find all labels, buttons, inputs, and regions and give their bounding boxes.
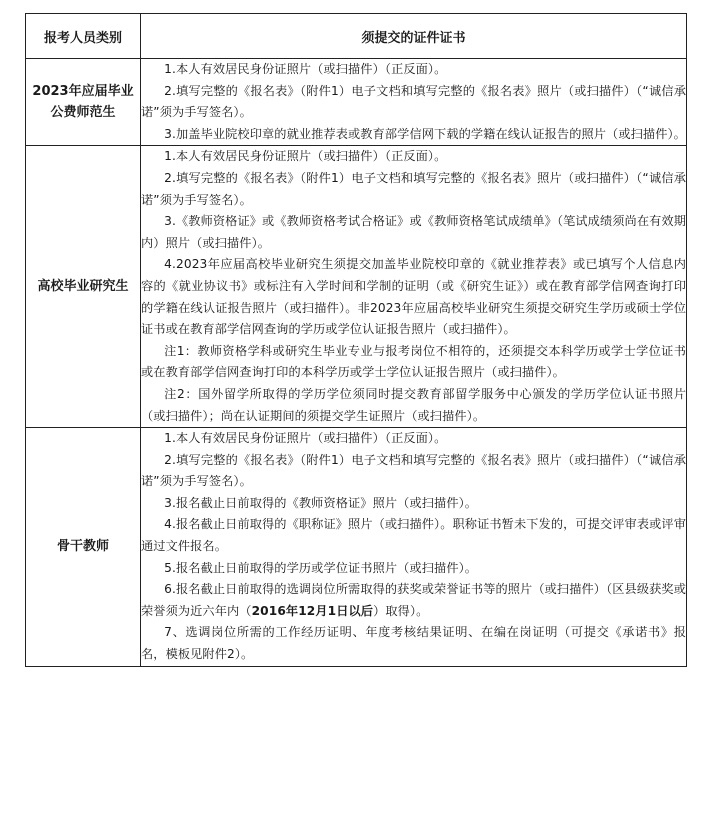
list-item: 3.加盖毕业院校印章的就业推荐表或教育部学信网下载的学籍在线认证报告的照片（或扫描件）。 [164,126,686,141]
category-cell: 骨干教师 [26,428,141,667]
list-item: 2.填写完整的《报名表》（附件1）电子文档和填写完整的《报名表》照片（或扫描件）（“诚信承诺”须为手写签名）。 [141,452,686,489]
table-row [26,428,687,667]
list-item: 2.填写完整的《报名表》（附件1）电子文档和填写完整的《报名表》照片（或扫描件）（“诚信承诺”须为手写签名）。 [141,83,686,120]
note-item: 注1：教师资格学科或研究生毕业专业与报考岗位不相符的，还须提交本科学历或学士学位证书或在教育部学信网查询打印的本科学历或学士学位认证报告照片（或扫描件）。 [141,343,686,380]
list-item: 4.报名截止日前取得的《职称证》照片（或扫描件）。职称证书暂未下发的，可提交评审表或评审通过文件报名。 [141,517,686,554]
header-category: 报考人员类别 [26,14,141,59]
requirements-table [25,13,687,667]
category-cell: 高校毕业研究生 [26,146,141,428]
documents-cell [141,146,687,428]
item-text: 6.报名截止日前取得的选调岗位所需取得的获奖或荣誉证书等的照片（或扫描件）（区县级获奖或荣誉须为近六年内（ [141,582,686,618]
table-row [26,59,687,146]
list-item: 1.本人有效居民身份证照片（或扫描件）（正反面）。 [164,149,447,164]
category-cell: 2023年应届毕业公费师范生 [26,59,141,146]
list-item [141,579,686,622]
note-item: 注2：国外留学所取得的学历学位须同时提交教育部留学服务中心颁发的学历学位认证书照片（或扫描件）；尚在认证期间的须提交学生证照片（或扫描件）。 [141,386,686,423]
documents-cell [141,59,687,146]
item-text: ）取得）。 [373,603,429,618]
list-item: 3.《教师资格证》或《教师资格考试合格证》或《教师资格笔试成绩单》（笔试成绩须尚在有效期内）照片（或扫描件）。 [141,214,686,250]
list-item: 7、选调岗位所需的工作经历证明、年度考核结果证明、在编在岗证明（可提交《承诺书》报名，模板见附件2）。 [141,625,686,662]
list-item: 1.本人有效居民身份证照片（或扫描件）（正反面）。 [164,62,447,76]
list-item: 5.报名截止日前取得的学历或学位证书照片（或扫描件）。 [164,560,478,575]
list-item: 3.报名截止日前取得的《教师资格证》照片（或扫描件）。 [164,495,478,510]
list-item: 1.本人有效居民身份证照片（或扫描件）（正反面）。 [164,431,447,446]
date-highlight: 2016年12月1日以后 [251,603,374,618]
table-header-row [26,14,687,59]
table-row [26,146,687,428]
header-documents: 须提交的证件证书 [141,14,687,59]
documents-cell [141,428,687,667]
list-item: 2.填写完整的《报名表》（附件1）电子文档和填写完整的《报名表》照片（或扫描件）（“诚信承诺”须为手写签名）。 [141,170,686,207]
list-item: 4.2023年应届高校毕业研究生须提交加盖毕业院校印章的《就业推荐表》或已填写个人信息内容的《就业协议书》或标注有入学时间和学制的证明（或《研究生证》）或在教育部学信网查询打印的学籍在线认证报告照片（或扫描件）。非2023年应届高校毕业研究生须提交研究生学历或硕士学位证书或在教育部学信网查询的学历或学位认证报告照片（或扫描件）。 [141,257,686,337]
